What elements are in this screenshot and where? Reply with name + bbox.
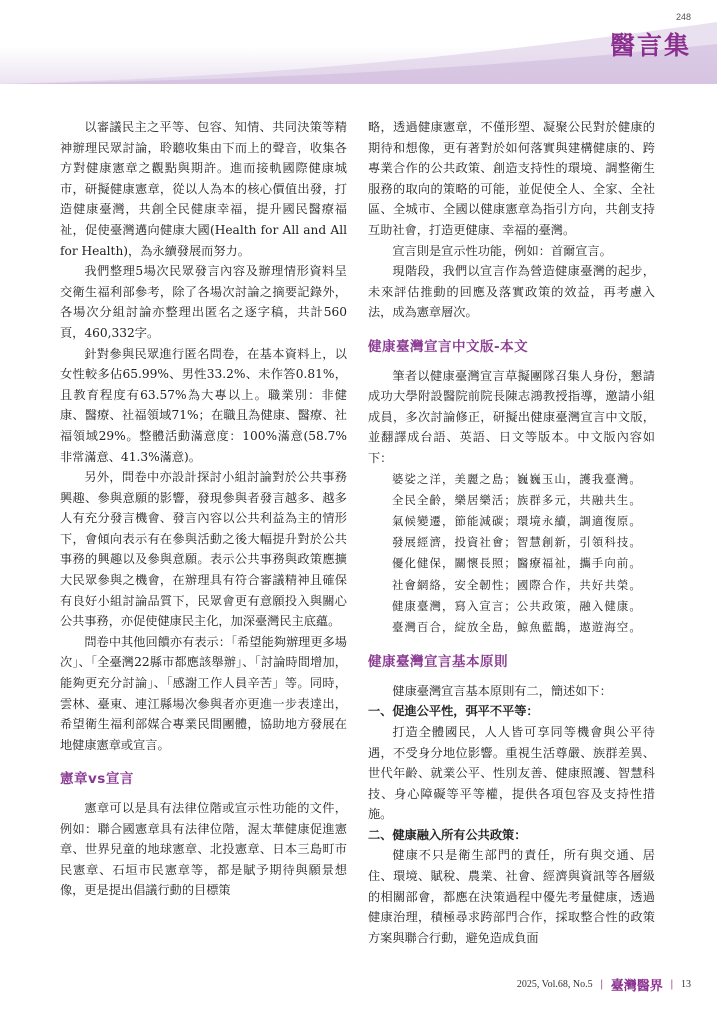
poem-line: 氣候變遷，節能減碳；環境永續，調適復原。 bbox=[392, 513, 642, 528]
poem-line: 全民全齡，樂居樂活；族群多元，共融共生。 bbox=[392, 492, 642, 507]
paragraph: 打造全體國民，人人皆可享同等機會與公平待遇，不受身分地位影響。重視生活尊嚴、族群差異、世代年齡、就業公平、性別友善、健康照護、智慧科技、身心障礙等平等權，提供各項包容及支持性措施。 bbox=[368, 724, 655, 822]
running-page-number: 248 bbox=[675, 12, 691, 22]
poem-line: 婆娑之洋，美麗之島；巍巍玉山，護我臺灣。 bbox=[392, 471, 642, 486]
section-heading-basic-principles: 健康臺灣宣言基本原則 bbox=[368, 654, 508, 671]
paragraph: 憲章可以是具有法律位階或宣示性功能的文件，例如：聯合國憲章具有法律位階，渥太華健康促進憲章、世界兒童的地球憲章、北投憲章、日本三島町市民憲章、石垣市民憲章等，都是賦予期待與願景想像，更是提出倡議行動的目標策 bbox=[60, 801, 347, 898]
poem-line: 健康臺灣，寫入宣言；公共政策，融入健康。 bbox=[392, 598, 642, 613]
poem-line: 臺灣百合，綻放全島，鯨魚藍鵲，遨遊海空。 bbox=[392, 619, 642, 634]
subheading-health-in-all-policies: 二、健康融入所有公共政策： bbox=[368, 827, 527, 842]
paragraph: 健康臺灣宣言基本原則有二，簡述如下： bbox=[392, 683, 612, 698]
section-heading-chinese-version: 健康臺灣宣言中文版-本文 bbox=[368, 338, 529, 355]
paragraph: 現階段，我們以宣言作為營造健康臺灣的起步，未來評估推動的回應及落實政策的效益，再考慮入法，成為憲章層次。 bbox=[368, 264, 655, 320]
paragraph: 健康不只是衛生部門的責任，所有與交通、居住、環境、賦稅、農業、社會、經濟與資訊等各層級的相關部會，都應在決策過程中優先考量健康，透過健康治理，積極尋求跨部門合作，採取整合性的政策方案與聯合行動，避免造成負面 bbox=[368, 848, 655, 945]
poem-line: 優化健保，關懷長照；醫療福祉，攜手向前。 bbox=[392, 556, 642, 571]
paragraph: 針對參與民眾進行匿名問卷，在基本資料上，以女性較多佔65.99%、男性33.2%、未作答0.81%，且教育程度有63.57%為大專以上。職業別：非健康、醫療、社福領域71%；在職且為健康、醫療、社福領域29%。整體活動滿意度：100%滿意(58.7%非常滿意、41.3%滿意)。 bbox=[60, 346, 347, 464]
journal-brand: 臺灣醫界 bbox=[610, 978, 663, 993]
paragraph: 我們整理5場次民眾發言內容及辦理情形資料呈交衛生福利部參考，除了各場次討論之摘要記錄外，各場次分組討論亦整理出匿名之逐字稿，共計560頁，460,332字。 bbox=[60, 264, 347, 340]
right-column bbox=[368, 117, 655, 948]
declaration-poem bbox=[368, 469, 655, 639]
paragraph: 以審議民主之平等、包容、知情、共同決策等精神辦理民眾討論，聆聽收集由下而上的聲音，收集各方對健康憲章之觀點與期許。進而接軌國際健康城市，研擬健康憲章，從以人為本的核心價值出發，打造健康臺灣，共創全民健康幸福，提升國民醫療福祉，促使臺灣邁向健康大國(Health for All and All for Health)，為永續發展而努力。 bbox=[60, 120, 347, 258]
journal-citation: 2025, Vol.68, No.5 bbox=[516, 979, 593, 990]
subheading-equity: 一、促進公平性，弭平不平等： bbox=[368, 704, 539, 719]
column-logo: 醫言集 bbox=[609, 31, 691, 60]
page-footer bbox=[517, 975, 691, 994]
footer-divider: | bbox=[600, 979, 603, 990]
poem-line: 發展經濟，投資社會；智慧創新，引領科技。 bbox=[392, 535, 642, 550]
paragraph: 宣言則是宣示性功能，例如：首爾宣言。 bbox=[392, 243, 612, 258]
paragraph: 略，透過健康憲章，不僅形塑、凝聚公民對於健康的期待和想像，更有著對於如何落實與建構健康的、跨專業合作的公共政策、創造支持性的環境、調整衛生服務的取向的策略的可能，並促使全人、全家、全社區、全城市、全國以健康憲章為指引方向，共創支持互助社會，打造更健康、幸福的臺灣。 bbox=[368, 120, 655, 237]
paragraph: 筆者以健康臺灣宣言草擬團隊召集人身份，懇請成功大學附設醫院前院長陳志鴻教授指導，邀請小組成員，多次討論修正，研擬出健康臺灣宣言中文版，並翻譯成台語、英語、日文等版本。中文版內容如下： bbox=[368, 368, 655, 465]
left-column bbox=[60, 117, 347, 901]
footer-divider: | bbox=[670, 979, 673, 990]
paragraph: 問卷中其他回饋亦有表示：「希望能夠辦理更多場次」、「全臺灣22縣市都應該舉辦」、「討論時間增加，能夠更充分討論」、「感謝工作人員辛苦」等。同時，雲林、臺東、連江縣場次參與者亦更進一步表達出，希望衛生福利部媒合專業民間團體，協助地方發展在地健康憲章或宣言。 bbox=[60, 634, 347, 752]
page-number: 13 bbox=[681, 979, 691, 990]
paragraph: 另外，問卷中亦設計探討小組討論對於公共事務興趣、參與意願的影響，發現參與者發言越多、越多人有充分發言機會、發言內容以公共利益為主的情形下，會傾向表示有在參與活動之後大幅提升對於公共事務的興趣以及參與意願。表示公共事務與政策應擴大民眾參與之機會，在辦理具有符合審議精神且確保有良好小組討論品質下，民眾會更有意願投入與關心公共事務，亦促使健康民主化，加深臺灣民主底蘊。 bbox=[60, 470, 347, 629]
poem-line: 社會網絡，安全韌性；國際合作，共好共榮。 bbox=[392, 577, 642, 592]
section-heading-charter-vs-declaration: 憲章vs宣言 bbox=[60, 771, 134, 788]
